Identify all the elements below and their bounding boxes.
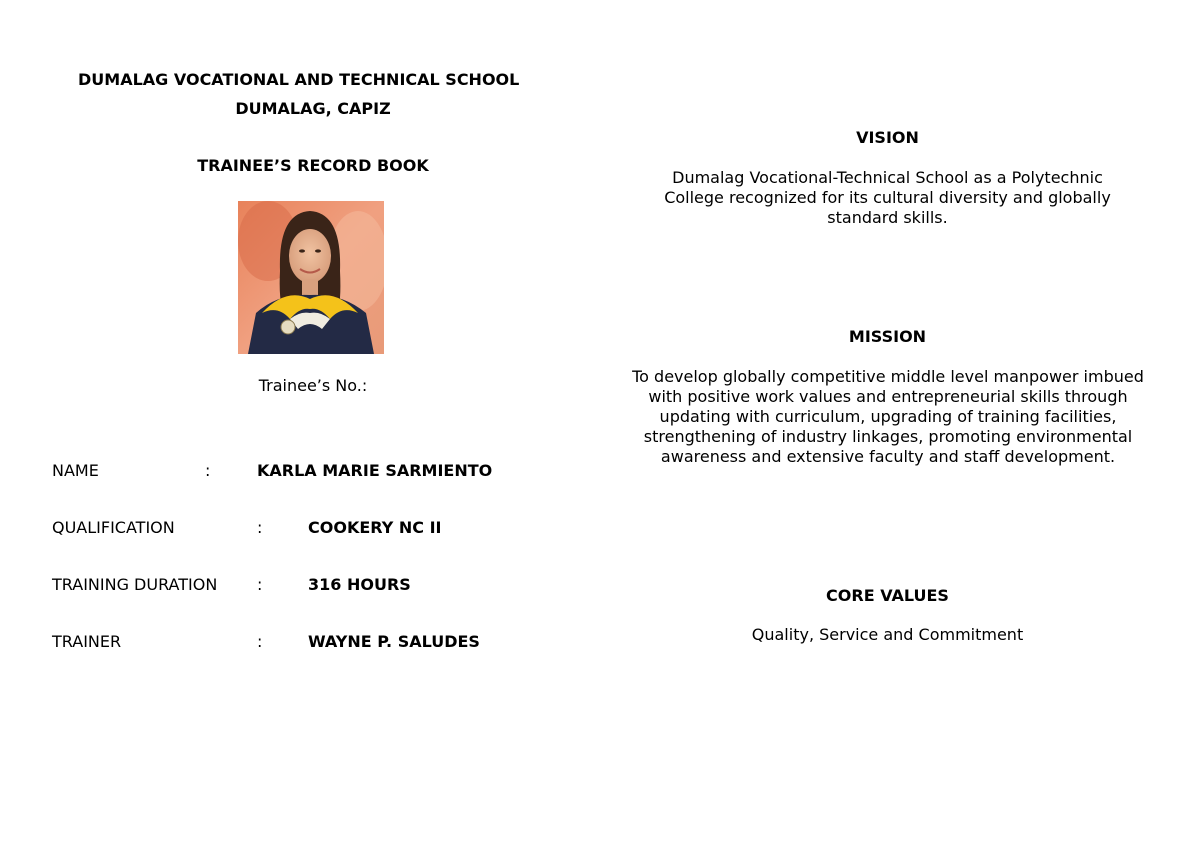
training-duration-colon: : (257, 575, 263, 594)
vision-heading: VISION (856, 128, 919, 147)
trainees-no-label: Trainee’s No.: (258, 376, 368, 395)
trainer-colon: : (257, 632, 263, 651)
qualification-label: QUALIFICATION (52, 518, 175, 537)
school-location: DUMALAG, CAPIZ (235, 99, 391, 118)
core-values-text: Quality, Service and Commitment (751, 625, 1024, 644)
name-label: NAME (52, 461, 99, 480)
qualification-value: COOKERY NC II (308, 518, 442, 537)
training-duration-value: 316 HOURS (308, 575, 411, 594)
name-colon: : (205, 461, 211, 480)
qualification-colon: : (257, 518, 263, 537)
trainee-photo (238, 201, 384, 354)
vision-text: Dumalag Vocational-Technical School as a Polytechnic College recognized for its cultural diversity and globally standard skills. (664, 168, 1111, 227)
training-duration-label: TRAINING DURATION (52, 575, 218, 594)
mission-text: To develop globally competitive middle level manpower imbued with positive work values and entrepreneurial skills through updating with curriculum, upgrading of training facilities, strengthening of industry linkages, promoting environmental awareness and extensive faculty and staff development. (632, 367, 1144, 466)
school-name: DUMALAG VOCATIONAL AND TECHNICAL SCHOOL (78, 70, 520, 89)
name-value: KARLA MARIE SARMIENTO (257, 461, 493, 480)
mission-heading: MISSION (848, 327, 927, 346)
trainer-label: TRAINER (52, 632, 122, 651)
record-book-title: TRAINEE’S RECORD BOOK (197, 156, 429, 175)
core-values-heading: CORE VALUES (826, 586, 949, 605)
trainer-value: WAYNE P. SALUDES (308, 632, 480, 651)
